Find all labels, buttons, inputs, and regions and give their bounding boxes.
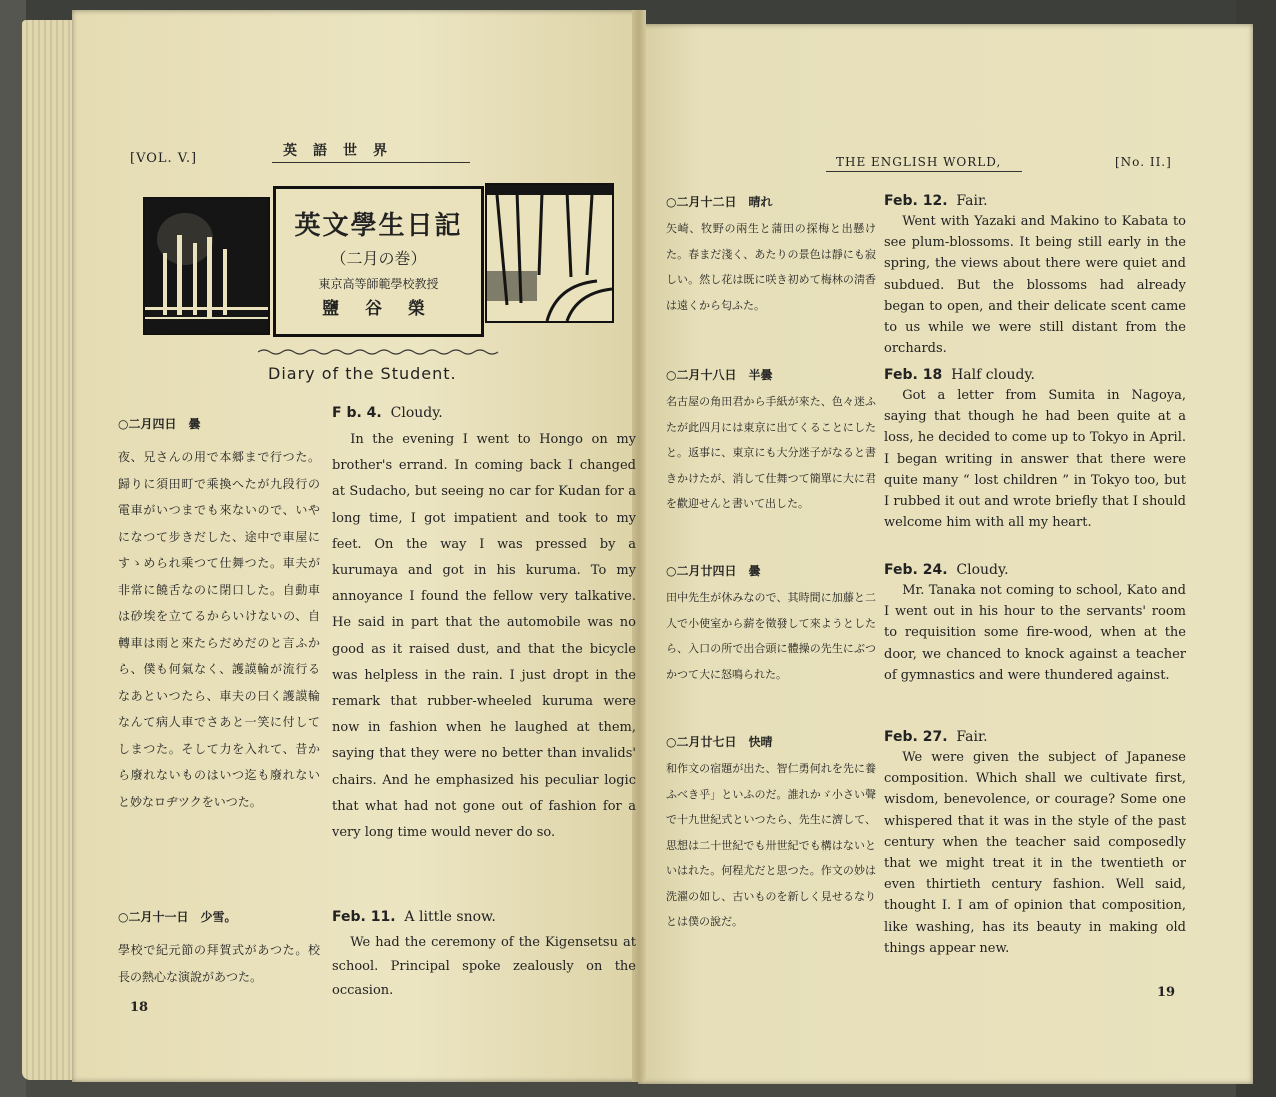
- jp-entry-feb4: [118, 415, 320, 815]
- jp-entry-feb24: [666, 562, 876, 687]
- entry-date: Feb. 27.: [884, 729, 948, 745]
- entry-text: Got a letter from Sumita in Nagoya, saying that though he had been quite at a loss, he decided to come up to Tokyo in April. I began writing in answer that there were quite many “ lost children ” in Tokyo too, but I rubbed it out and wrote briefly that I should welcome him with all my heart.: [884, 388, 1186, 531]
- entry-text: Mr. Tanaka not coming to school, Kato and I went out in his hour to the servants' room to requisition some fire-wood, when at the door, we chanced to knock against a teacher of gymnastics and were thundered against.: [884, 583, 1186, 683]
- header-rule-left: [272, 162, 470, 163]
- entry-text: In the evening I went to Hongo on my brother's errand. In coming back I changed at Sudacho, but seeing no car for Kudan for a long time, I got impatient and took to my feet. On the way I was pressed by a kurumaya and got in his kuruma. To my annoyance I found the fellow very talkative. He said in part that the automobile was no good as it raised dust, and that the bicycle was helpless in the rain. I just dropt in the remark that rubber-wheeled kuruma were now in fashion when he laughed at them, saying that they were no better than invalids' chairs. And he emphasized his peculiar logic that what had not gone out of fashion for a very long time would never do so.: [332, 432, 636, 841]
- entry-date: Feb. 12.: [884, 193, 948, 209]
- jp-entry-heading: ○二月十一日 少雪。: [118, 910, 237, 924]
- header-rule-right: [826, 171, 1022, 172]
- jp-entry-text: 矢崎、牧野の兩生と蒲田の探梅と出懸けた。春まだ淺く、あたりの景色は靜にも寂しい。然し花は既に咲き初めて梅林の淸香は遠くから匂ふた。: [666, 222, 876, 312]
- title-banner: [143, 181, 613, 349]
- entry-weather: A little snow.: [404, 909, 496, 925]
- journal-title-jp: 英 語 世 界: [283, 143, 388, 159]
- jp-entry-heading: ○二月十二日 晴れ: [666, 195, 773, 209]
- jp-entry-heading: ○二月廿四日 曇: [666, 564, 761, 578]
- diary-title: Diary of the Student.: [268, 364, 457, 383]
- article-title-jp: 英文學生日記: [294, 211, 463, 241]
- entry-weather: Fair.: [956, 729, 988, 745]
- entry-text: Went with Yazaki and Makino to Kabata to see plum-blossoms. It being still early in the spring, the views about there were quiet and subdued. But the blossoms had already began to open, and their delicate scent came to us while we were still distant from the orchards.: [884, 214, 1186, 357]
- jp-entry-feb11: [118, 908, 320, 990]
- entry-date: Feb. 11.: [332, 909, 396, 925]
- title-underline: [258, 348, 503, 356]
- en-entry-feb12: [884, 193, 1186, 359]
- en-entry-feb4: [332, 405, 636, 846]
- page-number-right: 19: [1157, 985, 1176, 1000]
- jp-entry-feb12: [666, 193, 876, 318]
- jp-entry-text: 和作文の宿題が出た、智仁勇何れを先に養ふべき乎」といふのだ。誰れかゞ小さい聲で十九世紀式といつたら、先生に濟して、思想は二十世紀でも卅世紀でも構はないといはれた。何程尤だと思つた。作文の妙は洗濯の如し、古いものを新しく見せるなりとは僕の說だ。: [666, 762, 876, 928]
- journal-title-en: THE ENGLISH WORLD,: [836, 155, 1002, 169]
- entry-weather: Cloudy.: [390, 405, 443, 421]
- jp-entry-text: 夜、兄さんの用で本郷まで行つた。歸りに須田町で乘換へたが九段行の電車がいつまでも來ないので、いやになつて步きだした、途中で車屋にすゝめられ乘つて仕舞つた。車夫が非常に饒舌なのに閉口した。自動車は砂埃を立てるからいけないの、自轉車は雨と來たらだめだのと言ふから、僕も何氣なく、護謨輪が流行るなあといつたら、車夫の曰く護謨輪なんて病人車でさあと一笑に付してしまつた。そして力を入れて、昔から廢れないものはいつ迄も廢れないと妙なロヂツクをいつた。: [118, 450, 320, 809]
- entry-weather: Half cloudy.: [951, 367, 1035, 383]
- jp-entry-text: 名古屋の角田君から手紙が來た、色々迷ふたが此四月には東京に出てくることにしたと。返事に、東京にも大分迷子がなると書きかけたが、消して仕舞つて簡單に大に君を歡迎せんと書いて出した。: [666, 395, 876, 510]
- jp-entry-heading: ○二月四日 曇: [118, 417, 201, 431]
- author-name: 鹽 谷 榮: [322, 299, 435, 319]
- jp-entry-heading: ○二月廿七日 快晴: [666, 735, 773, 749]
- title-box: [273, 186, 484, 337]
- entry-text: We had the ceremony of the Kigensetsu at school. Principal spoke zealously on the occasion.: [332, 935, 636, 998]
- entry-date: F b. 4.: [332, 405, 382, 421]
- jp-entry-feb18: [666, 366, 876, 517]
- article-subtitle-jp: （二月の巻）: [330, 249, 427, 268]
- jp-entry-text: 田中先生が休みなので、其時間に加藤と二人で小使室から薪を徵發して來ようとしたら、入口の所で出合頭に體操の先生にぶつかつて大に怒鳴られた。: [666, 591, 876, 681]
- en-entry-feb27: [884, 729, 1186, 959]
- entry-date: Feb. 24.: [884, 562, 948, 578]
- volume-label: [VOL. V.]: [130, 151, 198, 166]
- jp-entry-text: 學校で紀元節の拜賀式があつた。校長の熱心な演說があつた。: [118, 943, 320, 984]
- en-entry-feb24: [884, 562, 1186, 686]
- entry-weather: Fair.: [956, 193, 988, 209]
- issue-number: [No. II.]: [1115, 155, 1172, 169]
- jp-entry-feb27: [666, 733, 876, 935]
- page-stack-edge: [22, 20, 77, 1080]
- tree-woodcut-left: [143, 197, 270, 335]
- entry-weather: Cloudy.: [956, 562, 1009, 578]
- entry-text: We were given the subject of Japanese composition. Which shall we cultivate first, wisdom, benevolence, or courage? Some one whispered that it was in the style of the past century when the teacher said composedly that we might treat it in the twentieth or even thirtieth century fashion. Well said, thought I. I am of opinion that composition, like washing, has its beauty in making old things appear new.: [884, 750, 1186, 956]
- author-affiliation: 東京高等師範學校教授: [318, 277, 439, 291]
- jp-entry-heading: ○二月十八日 半曇: [666, 368, 773, 382]
- page-number-left: 18: [130, 1000, 149, 1015]
- entry-date: Feb. 18: [884, 367, 943, 383]
- tree-woodcut-right: [485, 183, 614, 323]
- en-entry-feb18: [884, 367, 1186, 533]
- en-entry-feb11: [332, 909, 636, 1003]
